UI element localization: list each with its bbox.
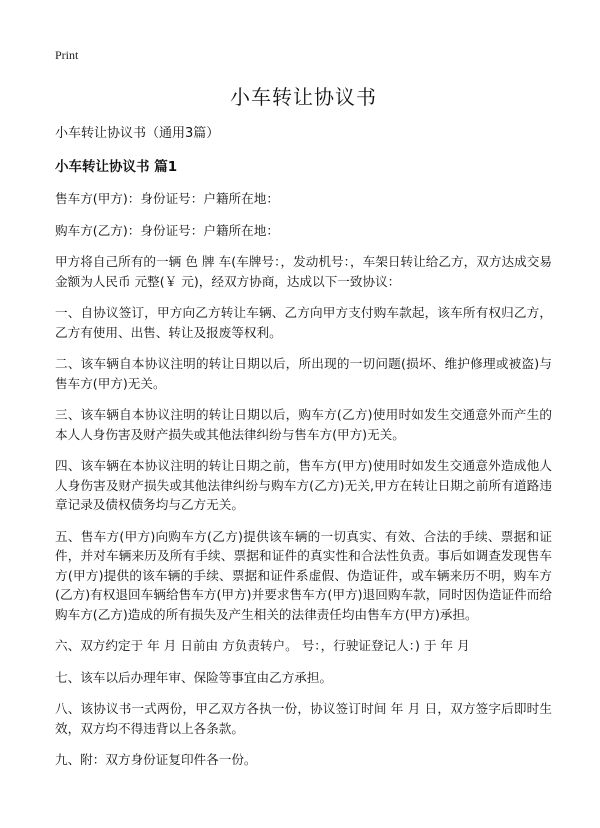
- paragraph-clause-2: 二、该车辆自本协议注明的转让日期以后，所出现的一切问题(损坏、维护修理或被盗)与售车方(甲方)无关。: [55, 356, 552, 391]
- paragraph-transaction-intro: 甲方将自己所有的一辆 色 牌 车(车牌号：，发动机号：，车架日转让给乙方，双方达成交易金额为人民币 元整(￥ 元)，经双方协商，达成以下一致协议：: [55, 254, 552, 289]
- paragraph-clause-5: 五、售车方(甲方)向购车方(乙方)提供该车辆的一切真实、有效、合法的手续、票据和证件，并对车辆来历及所有手续、票据和证件的真实性和合法性负责。事后如调查发现售车方(甲方)提供的该车辆的手续、票据和证件系虚假、伪造证件，或车辆来历不明，购车方(乙方)有权退回车辆给售车方(甲方)并要求售车方(甲方)退回购车款，同时因伪造证件而给购车方(乙方)造成的所有损失及产生相关的法律责任均由售车方(甲方)承担。: [55, 528, 552, 622]
- document-title: 小车转让协议书: [230, 85, 377, 109]
- paragraph-clause-9: 九、附：双方身份证复印件各一份。: [55, 752, 257, 767]
- paragraph-clause-1: 一、自协议签订，甲方向乙方转让车辆、乙方向甲方支付购车款起，该车所有权归乙方，乙方有使用、出售、转让及报废等权利。: [55, 305, 552, 340]
- paragraph-clause-7: 七、该车以后办理年审、保险等事宜由乙方承担。: [55, 669, 333, 685]
- paragraph-clause-4: 四、该车辆在本协议注明的转让日期之前，售车方(甲方)使用时如发生交通意外造成他人人身伤害及财产损失或其他法律纠纷与购车方(乙方)无关,甲方在转让日期之前所有道路违章记录及债权债务均与乙方无关。: [55, 458, 552, 512]
- paragraph-clause-8: 八、该协议书一式两份，甲乙双方各执一份，协议签订时间 年 月 日，双方签字后即时生效，双方均不得违背以上各条款。: [55, 701, 552, 736]
- print-link[interactable]: Print: [55, 48, 79, 62]
- paragraph-seller-info: 售车方(甲方)：身份证号：户籍所在地：: [55, 191, 279, 206]
- paragraph-clause-6: 六、双方约定于 年 月 日前由 方负责转户。 号：，行驶证登记人：) 于 年 月: [55, 638, 470, 653]
- paragraph-buyer-info: 购车方(乙方)：身份证号：户籍所在地：: [55, 222, 279, 238]
- section-heading: 小车转让协议书 篇1: [55, 159, 178, 175]
- document-subtitle: 小车转让协议书（通用3篇）: [55, 126, 220, 141]
- paragraph-clause-3: 三、该车辆自本协议注明的转让日期以后，购车方(乙方)使用时如发生交通意外而产生的本人人身伤害及财产损失或其他法律纠纷与售车方(甲方)无关。: [55, 407, 552, 442]
